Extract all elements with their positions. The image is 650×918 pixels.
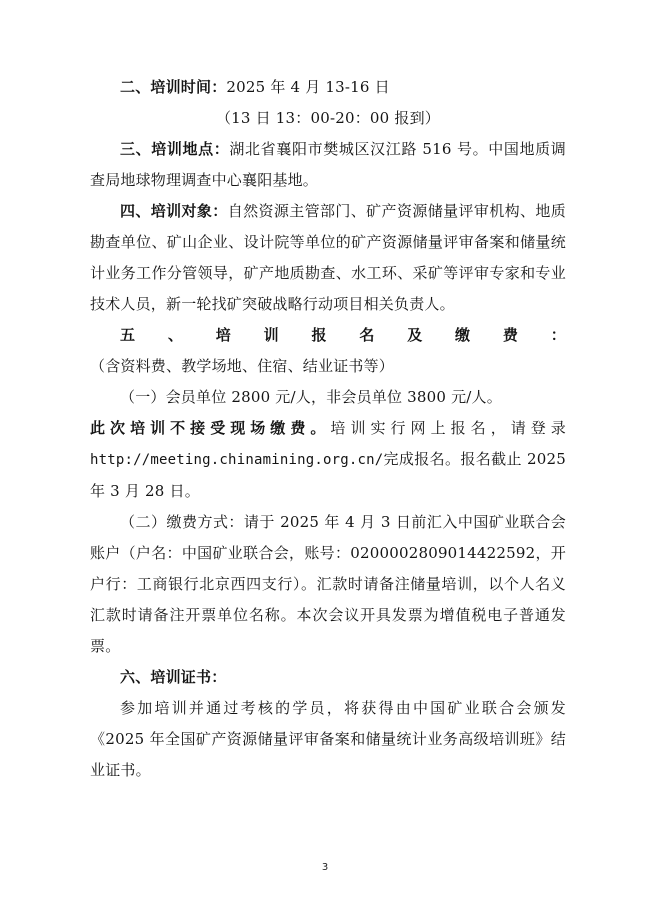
fee-item-1: （一）会员单位 2800 元/人，非会员单位 3800 元/人。 — [120, 388, 502, 406]
registration-paragraph — [90, 413, 566, 507]
training-time-text: 2025 年 4 月 13-16 日 — [226, 78, 390, 96]
section-training-audience — [90, 196, 566, 320]
section-heading-certificate: 六、培训证书： — [120, 668, 227, 686]
section-heading-audience: 四、培训对象： — [120, 202, 228, 220]
section-training-location — [90, 134, 566, 196]
fee-item-2-payment: （二）缴费方式：请于 2025 年 4 月 3 日前汇入中国矿业联合会账户（户名：中国矿业联合会，账号：0200002809014422592，开户行：工商银行北京西四支行）。汇款时请备注储量培训，以个人名义汇款时请备注开票单位名称。本次会议开具发票为增值税电子普通发票。 — [90, 513, 566, 655]
bold-notice: 此次培训不接受现场缴费。 — [90, 419, 331, 437]
certificate-text: 参加培训并通过考核的学员，将获得由中国矿业联合会颁发《2025 年全国矿产资源储量评审备案和储量统计业务高级培训班》结业证书。 — [90, 699, 566, 779]
section-heading-location: 三、培训地点： — [120, 140, 230, 158]
training-time-note: （13 日 13：00-20：00 报到） — [215, 109, 440, 127]
registration-url[interactable]: http://meeting.chinamining.org.cn/ — [90, 452, 384, 468]
section-certificate — [90, 662, 566, 693]
registration-text: 培训实行网上报名，请登录 — [330, 419, 566, 437]
section-heading-time: 二、培训时间： — [120, 78, 227, 96]
page-number: 3 — [321, 862, 329, 873]
section-heading-registration: 五、培训报名及缴费： — [120, 326, 566, 344]
document-body — [90, 72, 566, 786]
training-audience-text: 自然资源主管部门、矿产资源储量评审机构、地质勘查单位、矿山企业、设计院等单位的矿产资源储量评审备案和储量统计业务工作分管领导，矿产地质勘查、水工环、采矿等评审专家和专业技术人员，新一轮找矿突破战略行动项目相关负责人。 — [90, 202, 566, 313]
section-training-time — [90, 72, 566, 103]
section-registration-fee — [90, 320, 566, 382]
registration-fee-includes: （含资料费、教学场地、住宿、结业证书等） — [90, 357, 395, 375]
registration-deadline: 完成报名。报名截止 2025 年 3 月 28 日。 — [90, 450, 566, 500]
training-location-text: 湖北省襄阳市樊城区汉江路 516 号。中国地质调查局地球物理调查中心襄阳基地。 — [90, 140, 567, 189]
